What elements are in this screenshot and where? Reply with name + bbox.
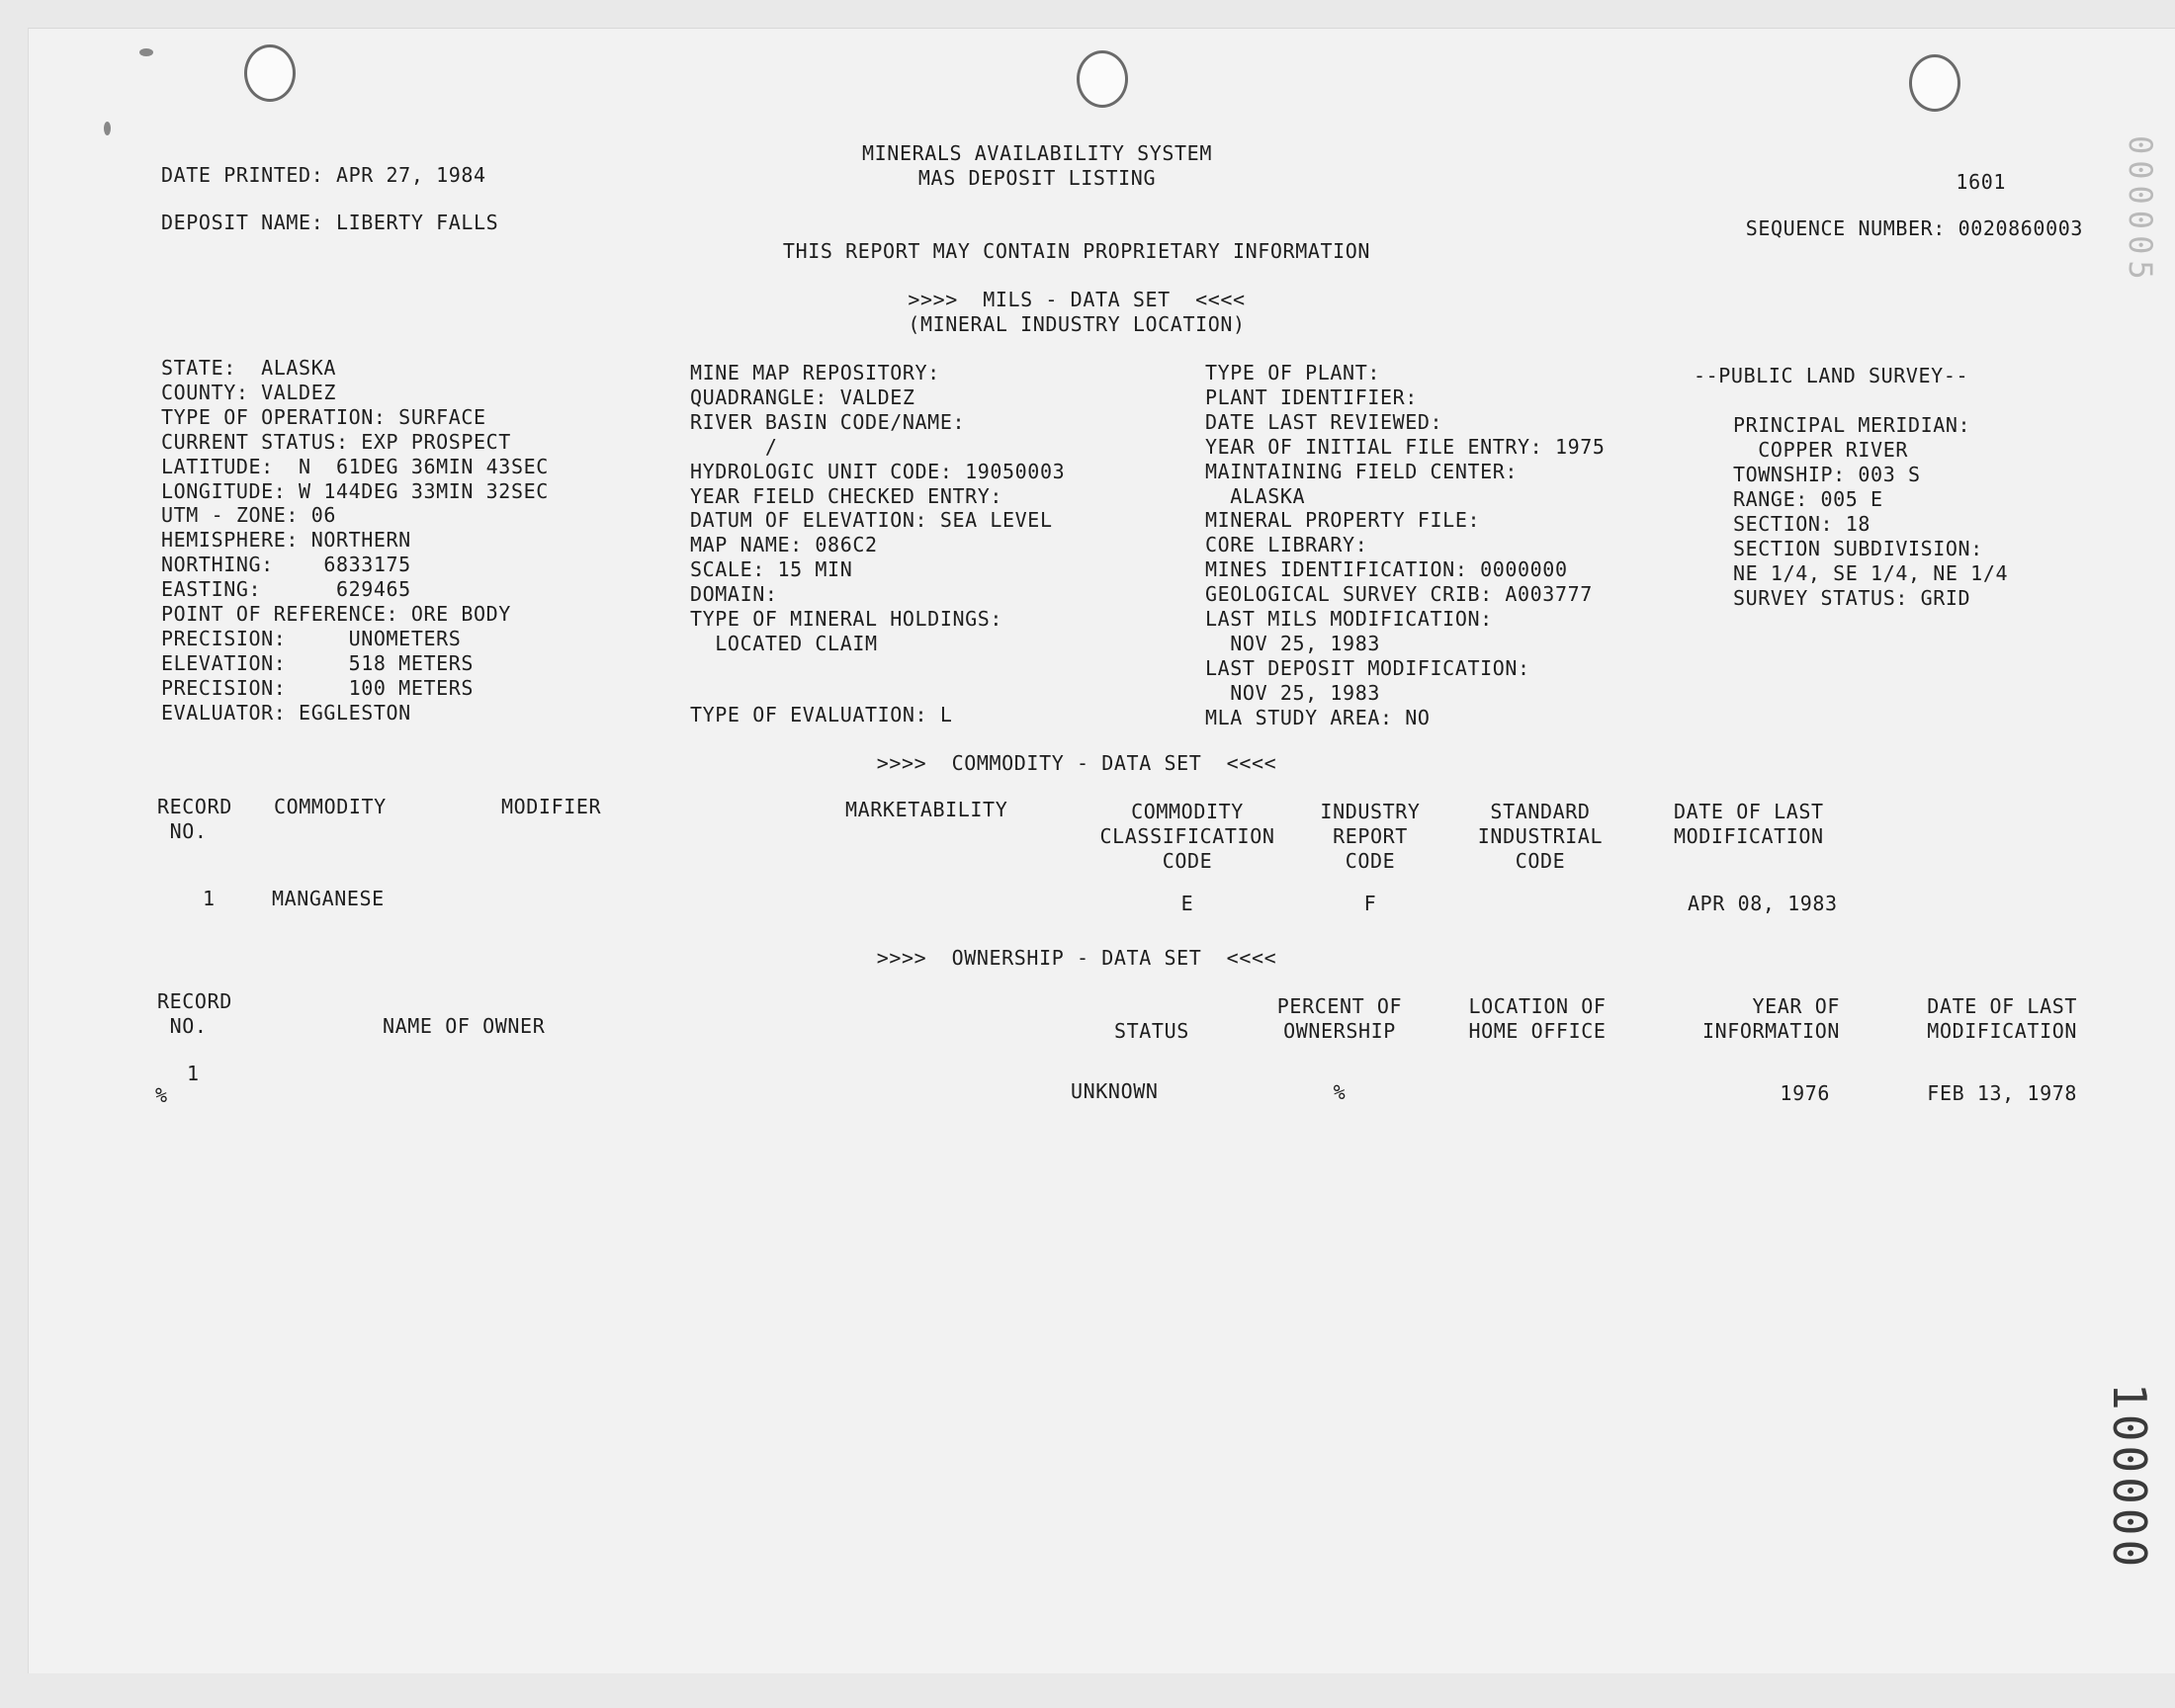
mils-field: STATE: ALASKA [161, 356, 336, 380]
sequence-number: SEQUENCE NUMBER: 0020860003 [1745, 216, 2083, 240]
commodity-heading: >>>> COMMODITY - DATA SET <<<< [876, 751, 1277, 775]
mils-field: PRECISION: UNOMETERS [161, 627, 462, 650]
mils-field: EVALUATOR: EGGLESTON [161, 701, 411, 725]
deposit-name: DEPOSIT NAME: LIBERTY FALLS [161, 211, 499, 234]
mils-field: UTM - ZONE: 06 [161, 503, 336, 527]
mils-field: QUADRANGLE: VALDEZ [690, 385, 915, 409]
stamp-number: 100000 [2103, 1383, 2156, 1572]
mils-field: LONGITUDE: W 144DEG 33MIN 32SEC [161, 479, 549, 503]
survey-field: COPPER RIVER [1733, 438, 1908, 462]
survey-field: NE 1/4, SE 1/4, NE 1/4 [1733, 561, 2009, 585]
mils-field: NOV 25, 1983 [1205, 632, 1380, 655]
report-sheet [28, 28, 2175, 1673]
mils-field: LAST MILS MODIFICATION: [1205, 607, 1493, 631]
commodity-classification-code: E [1180, 892, 1194, 915]
mils-subheading: (MINERAL INDUSTRY LOCATION) [908, 312, 1246, 336]
mils-field: MINERAL PROPERTY FILE: [1205, 508, 1481, 532]
listing-title: MAS DEPOSIT LISTING [917, 166, 1157, 190]
ownership-col-record: RECORD NO. [157, 989, 232, 1038]
date-printed: DATE PRINTED: APR 27, 1984 [161, 163, 486, 187]
survey-field: RANGE: 005 E [1733, 487, 1883, 511]
mils-field: POINT OF REFERENCE: ORE BODY [161, 602, 511, 626]
ownership-col-status: STATUS [1114, 1019, 1189, 1043]
faint-stamp-number: 000005 [2122, 135, 2159, 286]
mils-field: NOV 25, 1983 [1205, 681, 1380, 705]
mils-field: NORTHING: 6833175 [161, 553, 411, 576]
ownership-percent: % [1333, 1080, 1347, 1104]
mils-field: RIVER BASIN CODE/NAME: [690, 410, 966, 434]
mils-field: MLA STUDY AREA: NO [1205, 706, 1431, 729]
survey-field: SECTION: 18 [1733, 512, 1871, 536]
mils-field: TYPE OF OPERATION: SURFACE [161, 405, 486, 429]
commodity-col-sic: STANDARD INDUSTRIAL CODE [1477, 800, 1604, 873]
commodity-date-modified: APR 08, 1983 [1688, 892, 1838, 915]
mils-field: TYPE OF EVALUATION: L [690, 703, 953, 726]
ownership-year: 1976 [1780, 1081, 1830, 1105]
commodity-industry-code: F [1363, 892, 1377, 915]
ownership-status: UNKNOWN [1071, 1079, 1159, 1103]
ink-speck [104, 122, 111, 135]
mils-field: DATE LAST REVIEWED: [1205, 410, 1443, 434]
system-title: MINERALS AVAILABILITY SYSTEM [862, 141, 1212, 165]
ownership-record-no: 1 [187, 1062, 200, 1085]
mils-field: TYPE OF PLANT: [1205, 361, 1380, 384]
survey-field: SURVEY STATUS: GRID [1733, 586, 1971, 610]
mils-field: ELEVATION: 518 METERS [161, 651, 475, 675]
mils-field: EASTING: 629465 [161, 577, 411, 601]
punch-hole-center [1077, 50, 1128, 108]
mils-field: HYDROLOGIC UNIT CODE: 19050003 [690, 460, 1066, 483]
ownership-marker: % [155, 1083, 168, 1107]
mils-field: PLANT IDENTIFIER: [1205, 385, 1418, 409]
commodity-col-commodity: COMMODITY [274, 795, 387, 818]
mils-field: COUNTY: VALDEZ [161, 381, 336, 404]
mils-field: DATUM OF ELEVATION: SEA LEVEL [690, 508, 1053, 532]
commodity-col-modifier: MODIFIER [501, 795, 602, 818]
commodity-col-industry: INDUSTRY REPORT CODE [1320, 800, 1421, 873]
proprietary-notice: THIS REPORT MAY CONTAIN PROPRIETARY INFORMATION [782, 239, 1371, 263]
ownership-col-percent: PERCENT OF OWNERSHIP [1276, 994, 1403, 1043]
commodity-col-classification: COMMODITY CLASSIFICATION CODE [1099, 800, 1275, 873]
mils-field: MINES IDENTIFICATION: 0000000 [1205, 557, 1568, 581]
survey-field: PRINCIPAL MERIDIAN: [1733, 413, 1971, 437]
survey-field: SECTION SUBDIVISION: [1733, 537, 1983, 560]
mils-field: LATITUDE: N 61DEG 36MIN 43SEC [161, 455, 549, 478]
mils-field: YEAR OF INITIAL FILE ENTRY: 1975 [1205, 435, 1606, 459]
mils-field: HEMISPHERE: NORTHERN [161, 528, 411, 552]
ownership-col-year: YEAR OF INFORMATION [1701, 994, 1840, 1043]
mils-heading: >>>> MILS - DATA SET <<<< [908, 288, 1246, 311]
commodity-name: MANGANESE [272, 887, 385, 910]
commodity-col-record: RECORD NO. [157, 795, 232, 843]
survey-field: TOWNSHIP: 003 S [1733, 463, 1921, 486]
ownership-col-location: LOCATION OF HOME OFFICE [1468, 994, 1607, 1043]
mils-field: CURRENT STATUS: EXP PROSPECT [161, 430, 511, 454]
mils-field: CORE LIBRARY: [1205, 533, 1368, 556]
mils-field: MAP NAME: 086C2 [690, 533, 878, 556]
punch-hole-right [1909, 54, 1960, 112]
ownership-col-date: DATE OF LAST MODIFICATION [1927, 994, 2077, 1043]
mils-field: YEAR FIELD CHECKED ENTRY: [690, 484, 1003, 508]
mils-field: LAST DEPOSIT MODIFICATION: [1205, 656, 1530, 680]
mils-field: / [690, 435, 778, 459]
mils-field: GEOLOGICAL SURVEY CRIB: A003777 [1205, 582, 1593, 606]
mils-field: DOMAIN: [690, 582, 778, 606]
punch-hole-left [244, 44, 296, 102]
page-number: 1601 [1956, 170, 2006, 194]
survey-heading: --PUBLIC LAND SURVEY-- [1694, 364, 1969, 387]
mils-field: SCALE: 15 MIN [690, 557, 853, 581]
mils-field: MAINTAINING FIELD CENTER: [1205, 460, 1519, 483]
ownership-col-name: NAME OF OWNER [383, 1014, 546, 1038]
ink-speck [139, 48, 153, 56]
ownership-date-modified: FEB 13, 1978 [1927, 1081, 2077, 1105]
mils-field: PRECISION: 100 METERS [161, 676, 475, 700]
commodity-col-marketability: MARKETABILITY [845, 798, 1008, 821]
mils-field: LOCATED CLAIM [690, 632, 878, 655]
mils-field: TYPE OF MINERAL HOLDINGS: [690, 607, 1003, 631]
commodity-record-no: 1 [203, 887, 216, 910]
mils-field: ALASKA [1205, 484, 1306, 508]
mils-field: MINE MAP REPOSITORY: [690, 361, 940, 384]
ownership-heading: >>>> OWNERSHIP - DATA SET <<<< [876, 946, 1277, 970]
commodity-col-date: DATE OF LAST MODIFICATION [1674, 800, 1824, 848]
